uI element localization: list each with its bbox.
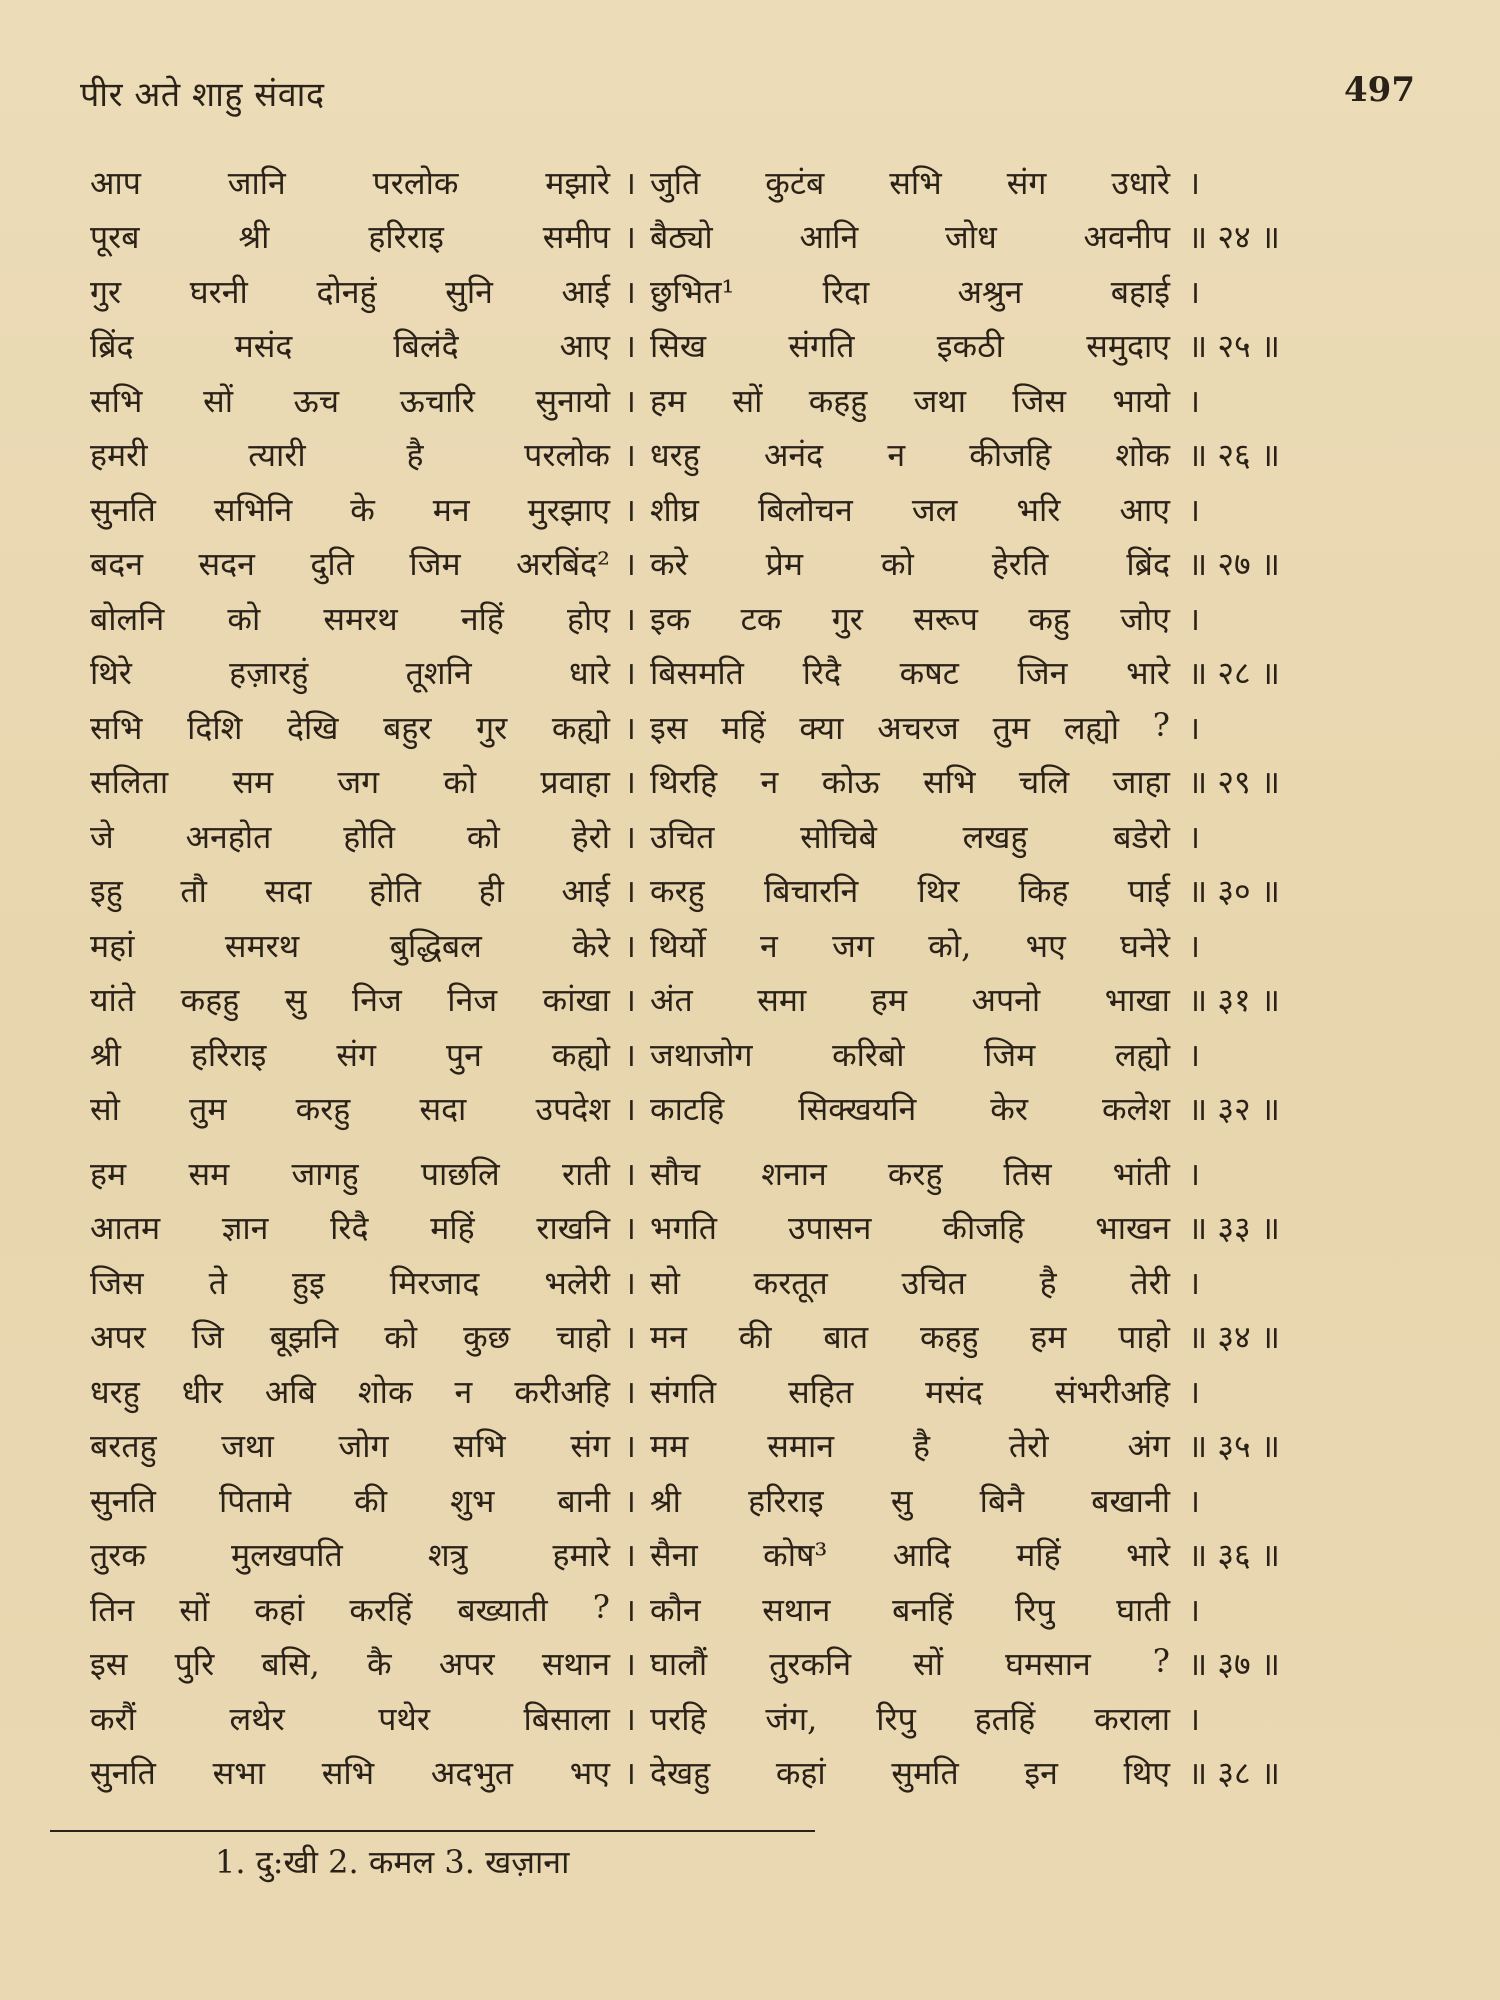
- verse-first-half: धरहु धीर अबि शोक न करीअहि: [90, 1372, 610, 1411]
- verse-end-marker: ॥ ३४ ॥: [1188, 1318, 1280, 1357]
- verse-first-half: सभि सों ऊच ऊचारि सुनायो: [90, 381, 610, 420]
- danda-separator: ।: [623, 1090, 637, 1129]
- danda-separator: ।: [623, 545, 637, 584]
- verse-end-marker: ।: [1188, 1035, 1201, 1074]
- verse-second-half: करहु बिचारनि थिर किह पाई: [650, 872, 1170, 911]
- verse-first-half: जे अनहोत होति को हेरो: [90, 817, 610, 856]
- verse-second-half: संगति सहित मसंद संभरीअहि: [650, 1372, 1170, 1411]
- danda-separator: ।: [623, 1699, 637, 1738]
- verse-line: [90, 319, 1340, 374]
- verse-end-marker: ।: [1188, 381, 1201, 420]
- verse-line: [90, 1364, 1340, 1419]
- danda-separator: ।: [623, 763, 637, 802]
- verse-second-half: बिसमति रिदै कषट जिन भारे: [650, 654, 1170, 693]
- verse-line: [90, 700, 1340, 755]
- danda-separator: ।: [623, 163, 637, 202]
- verse-second-half: थिरहि न कोऊ सभि चलि जाहा: [650, 763, 1170, 802]
- verse-end-marker: ।: [1188, 817, 1201, 856]
- danda-separator: ।: [623, 1154, 637, 1193]
- danda-separator: ।: [623, 1536, 637, 1575]
- verse-second-half: शीघ्र बिलोचन जल भरि आए: [650, 490, 1170, 529]
- verse-second-half: सो करतूत उचित है तेरी: [650, 1263, 1170, 1302]
- danda-separator: ।: [623, 272, 637, 311]
- danda-separator: ।: [623, 708, 637, 747]
- verse-second-half: मम समान है तेरो अंग: [650, 1427, 1170, 1466]
- verse-first-half: सो तुम करहु सदा उपदेश: [90, 1090, 610, 1129]
- verse-line: [90, 482, 1340, 537]
- verse-first-half: महां समरथ बुद्धिबल केरे: [90, 926, 610, 965]
- verse-second-half: श्री हरिराइ सु बिनै बखानी: [650, 1481, 1170, 1520]
- verse-end-marker: ॥ २६ ॥: [1188, 436, 1280, 475]
- verse-second-half: अंत समा हम अपनो भाखा: [650, 981, 1170, 1020]
- verse-end-marker: ।: [1188, 163, 1201, 202]
- danda-separator: ।: [623, 436, 637, 475]
- verse-end-marker: ।: [1188, 1154, 1201, 1193]
- verse-second-half: जथाजोग करिबो जिम लह्यो: [650, 1035, 1170, 1074]
- verse-end-marker: ।: [1188, 490, 1201, 529]
- verse-second-half: उचित सोचिबे लखहु बडेरो: [650, 817, 1170, 856]
- verse-line: [90, 755, 1340, 810]
- verse-end-marker: ।: [1188, 1372, 1201, 1411]
- page-number: 497: [1344, 70, 1415, 110]
- verse-first-half: थिरे हज़ारहुं तूशनि धारे: [90, 654, 610, 693]
- verse-end-marker: ॥ ३८ ॥: [1188, 1754, 1280, 1793]
- verse-second-half: परहि जंग, रिपु हतहिं कराला: [650, 1699, 1170, 1738]
- verse-second-half: मन की बात कहहु हम पाहो: [650, 1318, 1170, 1357]
- verse-end-marker: ॥ ३३ ॥: [1188, 1209, 1280, 1248]
- verse-end-marker: ॥ २९ ॥: [1188, 763, 1280, 802]
- danda-separator: ।: [623, 1754, 637, 1793]
- danda-separator: ।: [623, 1481, 637, 1520]
- verse-second-half: काटहि सिक्खयनि केर कलेश: [650, 1090, 1170, 1129]
- verse-second-half: कौन सथान बनहिं रिपु घाती: [650, 1590, 1170, 1629]
- verse-end-marker: ॥ २४ ॥: [1188, 218, 1280, 257]
- verse-second-half: करे प्रेम को हेरति ब्रिंद: [650, 545, 1170, 584]
- footnote-divider: [50, 1830, 815, 1832]
- verse-first-half: अपर जि बूझनि को कुछ चाहो: [90, 1318, 610, 1357]
- verse-line: [90, 973, 1340, 1028]
- verse-first-half: सुनति सभिनि के मन मुरझाए: [90, 490, 610, 529]
- verse-first-half: श्री हरिराइ संग पुन कह्यो: [90, 1035, 610, 1074]
- verse-second-half: हम सों कहहु जथा जिस भायो: [650, 381, 1170, 420]
- danda-separator: ।: [623, 327, 637, 366]
- verse-line: [90, 155, 1340, 210]
- danda-separator: ।: [623, 926, 637, 965]
- verse-first-half: हम सम जागहु पाछलि राती: [90, 1154, 610, 1193]
- verse-line: [90, 264, 1340, 319]
- verse-line: [90, 537, 1340, 592]
- danda-separator: ।: [623, 1590, 637, 1629]
- verse-first-half: हमरी त्यारी है परलोक: [90, 436, 610, 475]
- verse-line: [90, 1473, 1340, 1528]
- verse-line: [90, 1746, 1340, 1801]
- verse-first-half: जिस ते हुइ मिरजाद भलेरी: [90, 1263, 610, 1302]
- verse-end-marker: ।: [1188, 272, 1201, 311]
- verse-end-marker: ।: [1188, 1481, 1201, 1520]
- verse-line: [90, 1310, 1340, 1365]
- verse-second-half: सिख संगति इकठी समुदाए: [650, 327, 1170, 366]
- verse-line: [90, 864, 1340, 919]
- verse-first-half: यांते कहहु सु निज निज कांखा: [90, 981, 610, 1020]
- verse-end-marker: ॥ ३० ॥: [1188, 872, 1280, 911]
- verse-end-marker: ।: [1188, 599, 1201, 638]
- verse-line: [90, 1255, 1340, 1310]
- verse-line: [90, 1146, 1340, 1201]
- footnotes: 1. दु:खी 2. कमल 3. खज़ाना: [215, 1843, 570, 1881]
- danda-separator: ।: [623, 218, 637, 257]
- danda-separator: ।: [623, 817, 637, 856]
- verse-first-half: बोलनि को समरथ नहिं होए: [90, 599, 610, 638]
- danda-separator: ।: [623, 1372, 637, 1411]
- verse-second-half: जुति कुटंब सभि संग उधारे: [650, 163, 1170, 202]
- verse-end-marker: ॥ ३१ ॥: [1188, 981, 1280, 1020]
- verse-second-half: इक टक गुर सरूप कहु जोए: [650, 599, 1170, 638]
- verse-second-half: बैठ्यो आनि जोध अवनीप: [650, 218, 1170, 257]
- verse-first-half: गुर घरनी दोनहुं सुनि आई: [90, 272, 610, 311]
- verse-first-half: बरतहु जथा जोग सभि संग: [90, 1427, 610, 1466]
- verse-second-half: देखहु कहां सुमति इन थिए: [650, 1754, 1170, 1793]
- danda-separator: ।: [623, 490, 637, 529]
- verse-line: [90, 210, 1340, 265]
- verse-end-marker: ॥ ३७ ॥: [1188, 1645, 1280, 1684]
- verse-line: [90, 428, 1340, 483]
- danda-separator: ।: [623, 1318, 637, 1357]
- danda-separator: ।: [623, 1035, 637, 1074]
- verse-second-half: इस महिं क्या अचरज तुम लह्यो ?: [650, 705, 1170, 747]
- verse-line: [90, 918, 1340, 973]
- verse-first-half: इहु तौ सदा होति ही आई: [90, 872, 610, 911]
- danda-separator: ।: [623, 1645, 637, 1684]
- verse-first-half: ब्रिंद मसंद बिलंदै आए: [90, 327, 610, 366]
- danda-separator: ।: [623, 981, 637, 1020]
- verse-line: [90, 1528, 1340, 1583]
- verse-end-marker: ।: [1188, 1590, 1201, 1629]
- danda-separator: ।: [623, 599, 637, 638]
- verse-end-marker: ॥ ३५ ॥: [1188, 1427, 1280, 1466]
- verse-second-half: सैना कोष³ आदि महिं भारे: [650, 1536, 1170, 1575]
- verse-end-marker: ॥ २८ ॥: [1188, 654, 1280, 693]
- verse-end-marker: ।: [1188, 1263, 1201, 1302]
- verse-first-half: तुरक मुलखपति शत्रु हमारे: [90, 1536, 610, 1575]
- danda-separator: ।: [623, 654, 637, 693]
- verse-first-half: करौं लथेर पथेर बिसाला: [90, 1699, 610, 1738]
- verse-line: [90, 1201, 1340, 1256]
- verse-first-half: सलिता सम जग को प्रवाहा: [90, 763, 610, 802]
- verse-first-half: इस पुरि बसि, कै अपर सथान: [90, 1645, 610, 1684]
- verse-end-marker: ॥ ३२ ॥: [1188, 1090, 1280, 1129]
- danda-separator: ।: [623, 1427, 637, 1466]
- verse-end-marker: ।: [1188, 708, 1201, 747]
- verse-line: [90, 1582, 1340, 1637]
- verse-line: [90, 1637, 1340, 1692]
- verse-second-half: घालौं तुरकनि सों घमसान ?: [650, 1642, 1170, 1684]
- danda-separator: ।: [623, 1263, 637, 1302]
- verse-block: [90, 155, 1340, 1800]
- verse-line: [90, 809, 1340, 864]
- verse-second-half: सौच शनान करहु तिस भांती: [650, 1154, 1170, 1193]
- verse-second-half: छुभित¹ रिदा अश्रुन बहाई: [650, 272, 1170, 311]
- verse-line: [90, 646, 1340, 701]
- verse-first-half: तिन सों कहां करहिं बख्याती ?: [90, 1587, 610, 1629]
- verse-first-half: बदन सदन दुति जिम अरबिंद²: [90, 545, 610, 584]
- verse-second-half: धरहु अनंद न कीजहि शोक: [650, 436, 1170, 475]
- danda-separator: ।: [623, 872, 637, 911]
- verse-line: [90, 1419, 1340, 1474]
- verse-line: [90, 591, 1340, 646]
- verse-end-marker: ॥ ३६ ॥: [1188, 1536, 1280, 1575]
- verse-end-marker: ।: [1188, 1699, 1201, 1738]
- verse-first-half: सुनति सभा सभि अदभुत भए: [90, 1754, 610, 1793]
- verse-line: [90, 373, 1340, 428]
- verse-first-half: पूरब श्री हरिराइ समीप: [90, 218, 610, 257]
- verse-second-half: थिर्यो न जग को, भए घनेरे: [650, 926, 1170, 965]
- verse-first-half: आतम ज्ञान रिदै महिं राखनि: [90, 1209, 610, 1248]
- verse-second-half: भगति उपासन कीजहि भाखन: [650, 1209, 1170, 1248]
- verse-line: [90, 1027, 1340, 1082]
- danda-separator: ।: [623, 381, 637, 420]
- verse-end-marker: ।: [1188, 926, 1201, 965]
- verse-first-half: आप जानि परलोक मझारे: [90, 163, 610, 202]
- verse-end-marker: ॥ २५ ॥: [1188, 327, 1280, 366]
- danda-separator: ।: [623, 1209, 637, 1248]
- verse-first-half: सभि दिशि देखि बहुर गुर कह्यो: [90, 708, 610, 747]
- verse-first-half: सुनति पितामे की शुभ बानी: [90, 1481, 610, 1520]
- running-header: पीर अते शाहु संवाद: [80, 75, 325, 115]
- verse-end-marker: ॥ २७ ॥: [1188, 545, 1280, 584]
- verse-line: [90, 1082, 1340, 1137]
- verse-line: [90, 1691, 1340, 1746]
